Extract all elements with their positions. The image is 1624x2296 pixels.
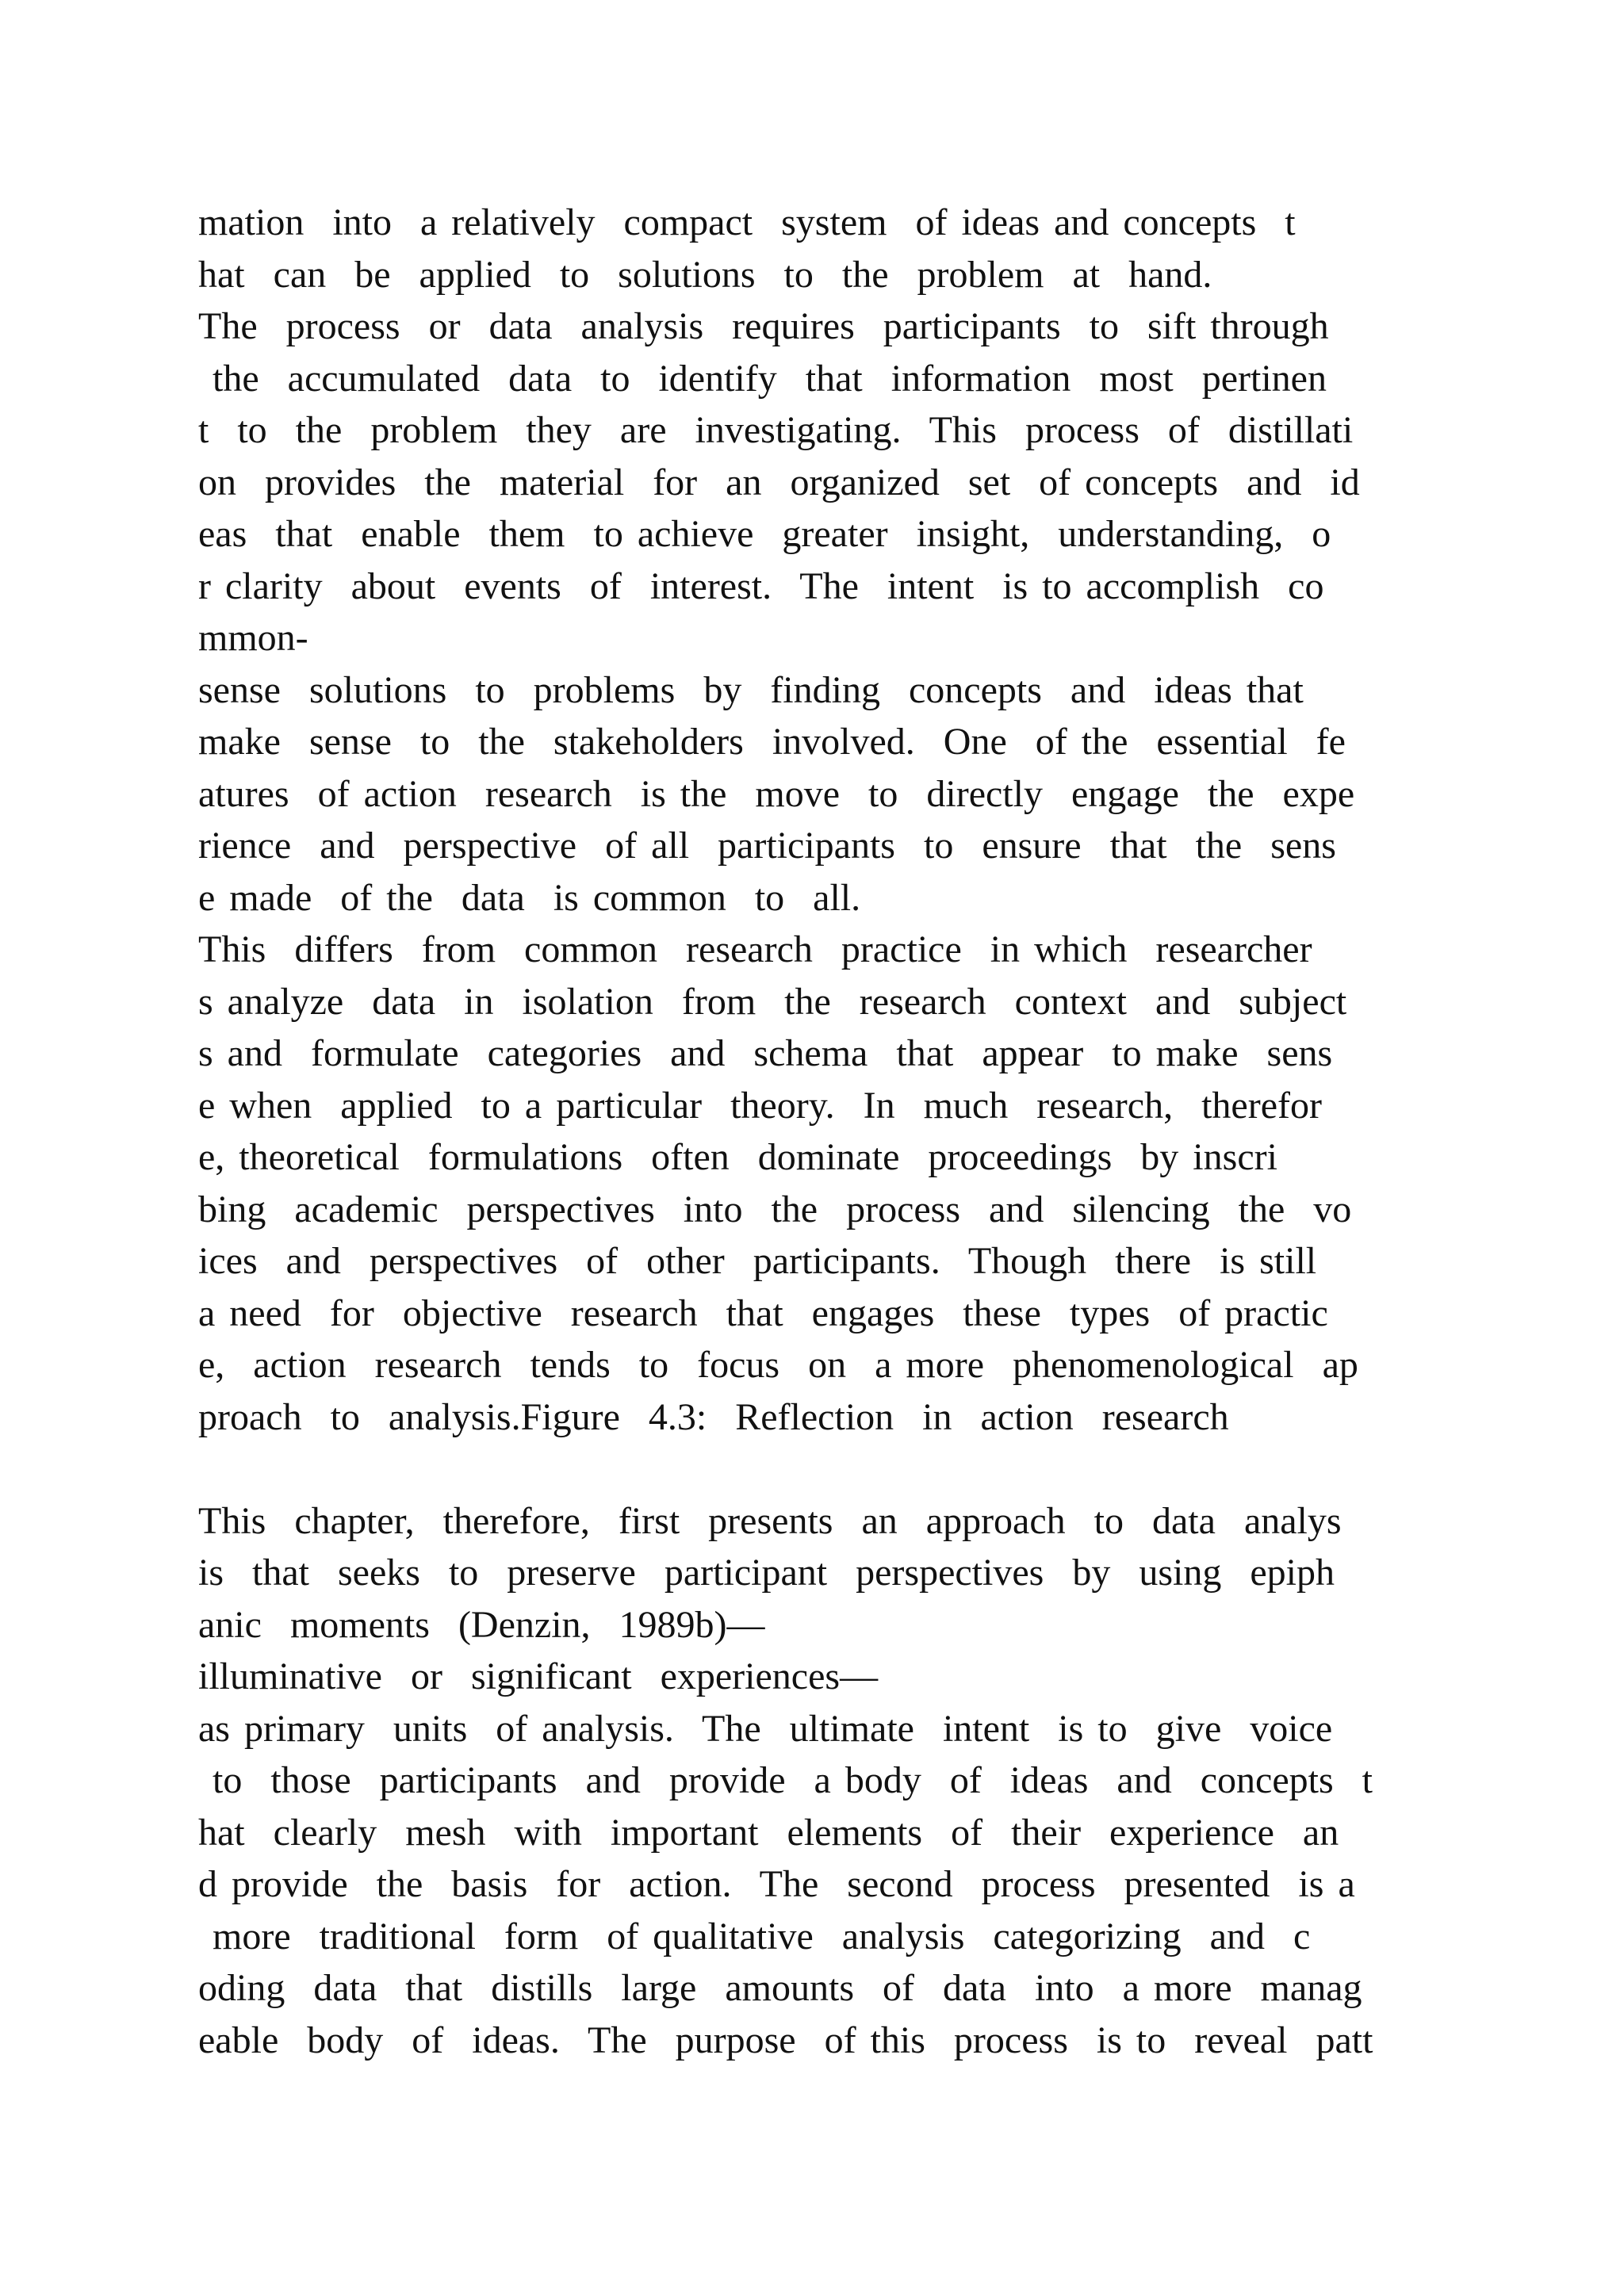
text-line: a need for objective research that engages these types of practic — [198, 1292, 1328, 1334]
text-line: rience and perspective of all participants to ensure that the sens — [198, 825, 1336, 867]
text-line: bing academic perspectives into the process and silencing the vo — [198, 1188, 1352, 1230]
text-line: s and formulate categories and schema that appear to make sens — [198, 1032, 1333, 1074]
text-line: e, action research tends to focus on a more phenomenological ap — [198, 1344, 1358, 1386]
text-line: mation into a relatively compact system of ideas and concepts t — [198, 201, 1296, 243]
text-line: eas that enable them to achieve greater insight, understanding, o — [198, 513, 1331, 555]
text-line: hat clearly mesh with important elements of their experience an — [198, 1811, 1339, 1854]
text-line: atures of action research is the move to directly engage the expe — [198, 772, 1355, 815]
text-line: e when applied to a particular theory. In much research, therefor — [198, 1084, 1322, 1127]
text-line: e, theoretical formulations often dominate proceedings by inscri — [198, 1136, 1277, 1178]
text-line: d provide the basis for action. The second process presented is a — [198, 1863, 1355, 1905]
text-line: This differs from common research practice in which researcher — [198, 928, 1312, 970]
text-line: The process or data analysis requires participants to sift through — [198, 305, 1329, 347]
text-line: as primary units of analysis. The ultimate intent is to give voice — [198, 1707, 1333, 1750]
text-line: ices and perspectives of other participants. Though there is still — [198, 1240, 1317, 1282]
text-line: mmon- — [198, 617, 308, 659]
text-line: eable body of ideas. The purpose of this process is to reveal patt — [198, 2019, 1373, 2061]
text-line: anic moments (Denzin, 1989b)— — [198, 1603, 765, 1646]
text-line: more traditional form of qualitative analysis categorizing and c — [198, 1915, 1311, 1957]
paragraph-gap — [198, 1443, 1467, 1495]
text-line: hat can be applied to solutions to the problem at hand. — [198, 253, 1212, 296]
text-line: r clarity about events of interest. The intent is to accomplish co — [198, 564, 1324, 607]
body-text — [198, 197, 1467, 2066]
text-line: is that seeks to preserve participant perspectives by using epiph — [198, 1552, 1335, 1594]
text-line: proach to analysis.Figure 4.3: Reflection in action research — [198, 1395, 1229, 1438]
text-line: t to the problem they are investigating. This process of distillati — [198, 409, 1354, 451]
text-line: sense solutions to problems by finding concepts and ideas that — [198, 668, 1304, 711]
text-line: to those participants and provide a body of ideas and concepts t — [198, 1759, 1373, 1801]
text-line: This chapter, therefore, first presents an approach to data analys — [198, 1499, 1342, 1542]
text-line: the accumulated data to identify that information most pertinen — [198, 357, 1327, 400]
text-line: make sense to the stakeholders involved. One of the essential fe — [198, 721, 1346, 763]
text-line: s analyze data in isolation from the research context and subject — [198, 980, 1347, 1023]
text-line: oding data that distills large amounts of data into a more manag — [198, 1967, 1362, 2009]
text-line: on provides the material for an organized set of concepts and id — [198, 461, 1360, 503]
text-line: illuminative or significant experiences— — [198, 1655, 879, 1697]
text-line: e made of the data is common to all. — [198, 876, 861, 919]
